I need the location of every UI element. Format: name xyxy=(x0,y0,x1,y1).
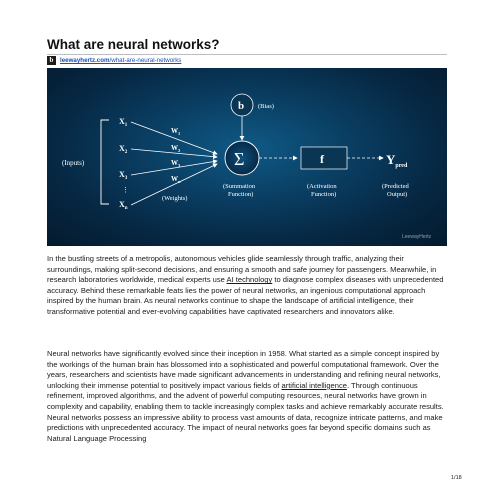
ai-technology-link[interactable]: AI technology xyxy=(226,275,273,285)
source-link-path[interactable]: /what-are-neural-networks xyxy=(109,57,182,64)
site-favicon-icon: b xyxy=(47,56,56,65)
paragraph-evolution-text-a: Neural networks have significantly evolved since their inception in 1958. What started as a simple concept inspired by the workings of the human brain has blossomed into a sophisticated and powerful computational framework. Over the years, researchers and scientists have made significant advancements in understanding and refining neural networks, unlocking their immense potential to positively impact various fields of xyxy=(47,349,441,390)
activation-box xyxy=(301,147,347,169)
source-link-domain[interactable]: leewayhertz.com xyxy=(60,57,110,64)
artificial-intelligence-link[interactable]: artificial intelligence xyxy=(281,380,347,390)
input-x2: $X_2$ xyxy=(119,144,128,155)
neural-network-diagram xyxy=(47,68,447,246)
output-label-1: (Predicted xyxy=(382,183,409,190)
input-x1: $X_1$ xyxy=(119,117,128,128)
bias-label: (Bias) xyxy=(258,103,274,110)
activation-symbol: f xyxy=(320,152,324,166)
paragraph-intro xyxy=(47,254,449,318)
sum-label-2: Function) xyxy=(228,191,254,198)
output-symbol: $Y_{pred}$ xyxy=(386,152,408,169)
page-title: What are neural networks? xyxy=(47,37,220,52)
weight-wn: $W_n$ xyxy=(171,175,181,184)
output-label-2: Output) xyxy=(387,191,408,198)
bias-symbol: b xyxy=(238,100,245,112)
paragraph-intro-text-b: to diagnose complex diseases with unprecedented accuracy. Behind these remarkable feats lies the power of neural networks, an ingenious computational approach inspired by the human brain. As neural networks continue to shape the landscape of artificial intelligence, their transformative potential and ever-evolving capabilities have captivated researchers and innovators alike. xyxy=(47,275,444,316)
weight-w3: $W_3$ xyxy=(171,159,181,168)
page-number: 1/18 xyxy=(451,475,462,481)
paragraph-evolution-text-b: . Through continuous refinement, improved algorithms, and the advent of powerful computing resources, neural networks have grown in complexity and capability, enabling them to tackle increasingly complex tasks and achieve remarkably accurate results. Neural networks possess an impressive ability to process vast amounts of data, recognize intricate patterns, and make predictions with unprecedented accuracy. The impact of neural networks goes far beyond specific domains such as Natural Language Processing xyxy=(47,380,444,443)
source-line xyxy=(47,55,181,66)
sum-symbol: Σ xyxy=(234,149,245,169)
input-xn: $X_n$ xyxy=(119,200,128,211)
weight-w1: $W_1$ xyxy=(171,127,181,136)
sum-label-1: (Summation xyxy=(223,183,256,190)
watermark: LeewayHertz xyxy=(402,234,432,240)
input-x3: $X_3$ xyxy=(119,170,128,181)
weights-label: (Weights) xyxy=(162,195,188,202)
activation-label-2: Function) xyxy=(311,191,337,198)
paragraph-intro-text-a: In the bustling streets of a metropolis, autonomous vehicles glide seamlessly through traffic, analyzing their surroundings, making split-second decisions, and ensuring a smooth and safe journey for passengers. Meanwhile, in research laboratories worldwide, medical experts use xyxy=(47,254,437,285)
paragraph-evolution xyxy=(47,349,449,444)
inputs-bracket xyxy=(101,120,109,204)
activation-label-1: (Activation xyxy=(307,183,337,190)
input-dots: ⋮ xyxy=(122,186,129,194)
perceptron-svg xyxy=(47,68,447,246)
weight-w2: $W_2$ xyxy=(171,144,181,153)
inputs-label: (Inputs) xyxy=(62,159,85,167)
